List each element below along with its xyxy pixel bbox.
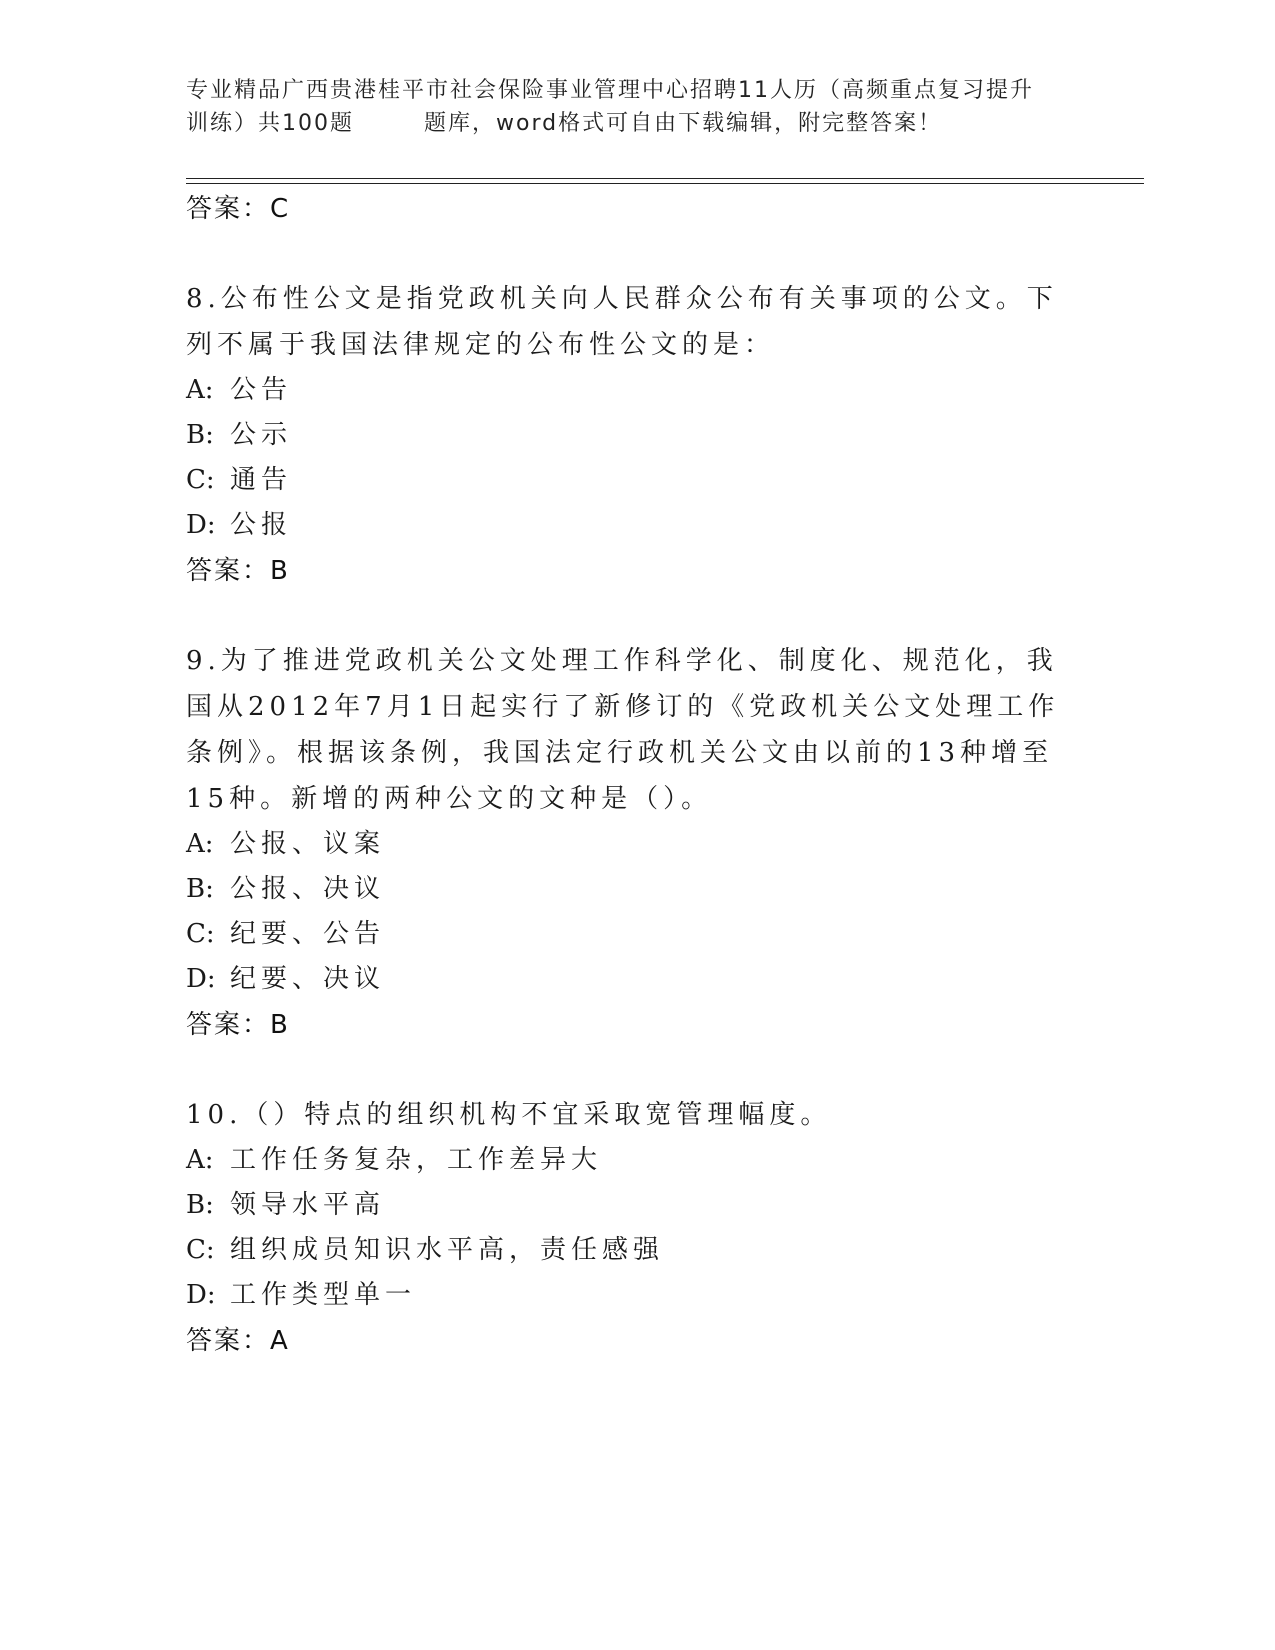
option-letter: D: <box>186 1280 216 1310</box>
option-a <box>186 1138 1066 1183</box>
option-text: 领导水平高 <box>230 1190 386 1220</box>
option-text: 纪要、公告 <box>230 919 386 949</box>
question-text: 9.为了推进党政机关公文处理工作科学化、制度化、规范化，我国从2012年7月1日起实行了新修订的《党政机关公文处理工作条例》。根据该条例，我国法定行政机关公文由以前的13种增至15种。新增的两种公文的文种是（）。 <box>186 646 1060 814</box>
option-letter: D: <box>186 510 216 540</box>
option-letter: C: <box>186 919 215 949</box>
option-d <box>186 1273 1066 1318</box>
header-divider-bottom <box>186 183 1144 184</box>
answer-line: 答案：B <box>186 556 290 586</box>
option-c <box>186 1228 1066 1273</box>
header-line-2-part-a: 训练）共100题 <box>186 111 354 136</box>
option-text: 公示 <box>230 420 293 450</box>
option-d <box>186 957 1066 1002</box>
question-8 <box>186 276 1066 594</box>
option-b <box>186 867 1066 912</box>
previous-answer: 答案：C <box>186 194 291 224</box>
question-list <box>186 186 1066 1364</box>
page-header <box>186 74 1086 140</box>
option-text: 纪要、决议 <box>230 964 386 994</box>
header-divider-top <box>186 178 1144 179</box>
option-d <box>186 503 1066 548</box>
header-line-1: 专业精品广西贵港桂平市社会保险事业管理中心招聘11人历（高频重点复习提升 <box>186 78 1034 103</box>
header-line-2 <box>186 107 1086 140</box>
option-b <box>186 1183 1066 1228</box>
option-letter: B: <box>186 874 214 904</box>
option-text: 公告 <box>230 375 293 405</box>
question-text: 8.公布性公文是指党政机关向人民群众公布有关事项的公文。下列不属于我国法律规定的公布性公文的是： <box>186 284 1058 360</box>
option-letter: A: <box>186 1145 214 1175</box>
option-text: 公报、议案 <box>230 829 386 859</box>
question-10 <box>186 1092 1066 1364</box>
option-text: 公报、决议 <box>230 874 386 904</box>
option-letter: B: <box>186 420 214 450</box>
option-text: 公报 <box>230 510 293 540</box>
option-text: 通告 <box>230 465 293 495</box>
header-line-2-part-b: 题库，word格式可自由下载编辑，附完整答案！ <box>424 111 943 136</box>
question-text: 10.（）特点的组织机构不宜采取宽管理幅度。 <box>186 1100 832 1130</box>
option-c <box>186 458 1066 503</box>
option-c <box>186 912 1066 957</box>
option-text: 组织成员知识水平高，责任感强 <box>230 1235 665 1265</box>
option-letter: A: <box>186 375 214 405</box>
option-letter: C: <box>186 1235 215 1265</box>
option-a <box>186 822 1066 867</box>
option-a <box>186 368 1066 413</box>
option-text: 工作类型单一 <box>230 1280 417 1310</box>
option-letter: C: <box>186 465 215 495</box>
option-letter: A: <box>186 829 214 859</box>
answer-line: 答案：A <box>186 1326 290 1356</box>
option-text: 工作任务复杂，工作差异大 <box>230 1145 603 1175</box>
option-b <box>186 413 1066 458</box>
option-letter: D: <box>186 964 216 994</box>
question-9 <box>186 638 1066 1048</box>
answer-line: 答案：B <box>186 1010 290 1040</box>
option-letter: B: <box>186 1190 214 1220</box>
